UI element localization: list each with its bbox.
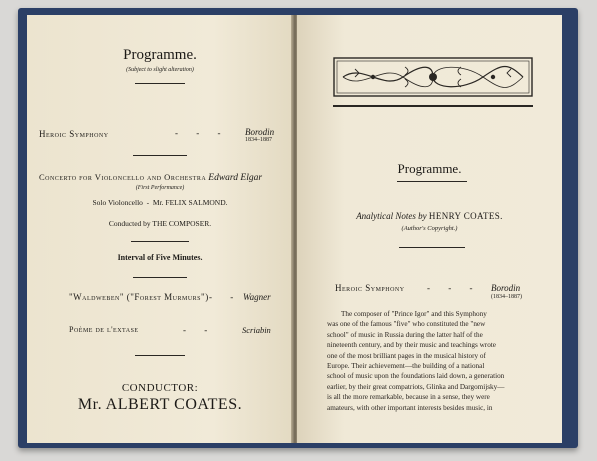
body-line: Europe. Their achievement—the building of a national [327, 362, 485, 371]
programme-title: Programme. [123, 47, 197, 63]
analytical-notes-line [297, 211, 562, 221]
concerto-note: (First Performance) [135, 185, 185, 191]
notes-body [327, 309, 541, 413]
interval-text: Interval of Five Minutes. [117, 253, 203, 262]
divider [399, 247, 465, 248]
divider [135, 355, 185, 356]
right-page [297, 15, 562, 443]
body-line: nineteenth century, and by their music and teachings wrote [327, 341, 496, 350]
notes-author: HENRY COATES. [428, 211, 503, 221]
concerto-composer: Edward Elgar [208, 173, 263, 183]
body-line: school of music upon the foundations laid down, a generation [327, 372, 505, 381]
notes-item-title: Heroic Symphony [335, 283, 405, 293]
body-line: is all the more remarkable, because in a sense, they were [327, 393, 490, 402]
solo-label: Solo Violoncello [92, 198, 143, 207]
solo-line [27, 198, 293, 207]
body-line: school" of music in Russia during the latter half of the [327, 330, 483, 339]
body-line: amateurs, with other important interests besides music, in [327, 403, 493, 412]
notes-prefix: Analytical Notes by [356, 211, 427, 221]
solo-dash: - [146, 198, 150, 207]
notes-programme-title: Programme. [397, 161, 462, 176]
body-line: one of the most brilliant pages in the musical history of [327, 351, 486, 360]
notes-item-dates: (1834–1887) [491, 294, 522, 300]
poeme-dashes: - - [183, 325, 216, 335]
item-composer: Borodin [245, 127, 275, 137]
conductor-label: CONDUCTOR: [121, 382, 199, 394]
copyright-note: (Author's Copyright.) [401, 225, 458, 232]
item-title: Heroic Symphony [39, 129, 109, 139]
waldweben-title: "Waldweben" ("Forest Murmurs") [69, 292, 209, 302]
notes-item-dashes: - - - [427, 283, 481, 293]
item-dashes: - - - [175, 128, 229, 138]
programme-subtitle: (Subject to slight alteration) [126, 67, 194, 73]
divider [135, 83, 185, 84]
body-line: was one of the famous "five" who constituted the "new [327, 320, 486, 329]
divider [133, 277, 187, 278]
divider [397, 181, 467, 182]
body-line: The composer of "Prince Igor" and this Symphony [341, 310, 487, 318]
divider [133, 155, 187, 156]
waldweben-dashes: - - [209, 292, 242, 302]
notes-item-composer: Borodin [491, 283, 521, 293]
concerto-line [39, 172, 262, 183]
floral-ornament-icon [333, 57, 533, 97]
poeme-composer: Scriabin [242, 325, 271, 335]
divider [131, 241, 189, 242]
body-line: earlier, by their great compatriots, Glinka and Dargomijsky— [327, 382, 505, 391]
left-page [27, 15, 293, 443]
poeme-title: Poème de l'extase [69, 325, 139, 334]
ornament-rule [333, 105, 533, 107]
conductor-name: Mr. ALBERT COATES. [77, 396, 243, 413]
concerto-title: Concerto for Violoncello and Orchestra [39, 172, 207, 182]
solo-name: Mr. FELIX SALMOND. [152, 198, 228, 207]
item-dates: 1834–1887 [245, 137, 272, 143]
conducted-by: Conducted by THE COMPOSER. [108, 219, 212, 228]
waldweben-composer: Wagner [243, 292, 271, 302]
